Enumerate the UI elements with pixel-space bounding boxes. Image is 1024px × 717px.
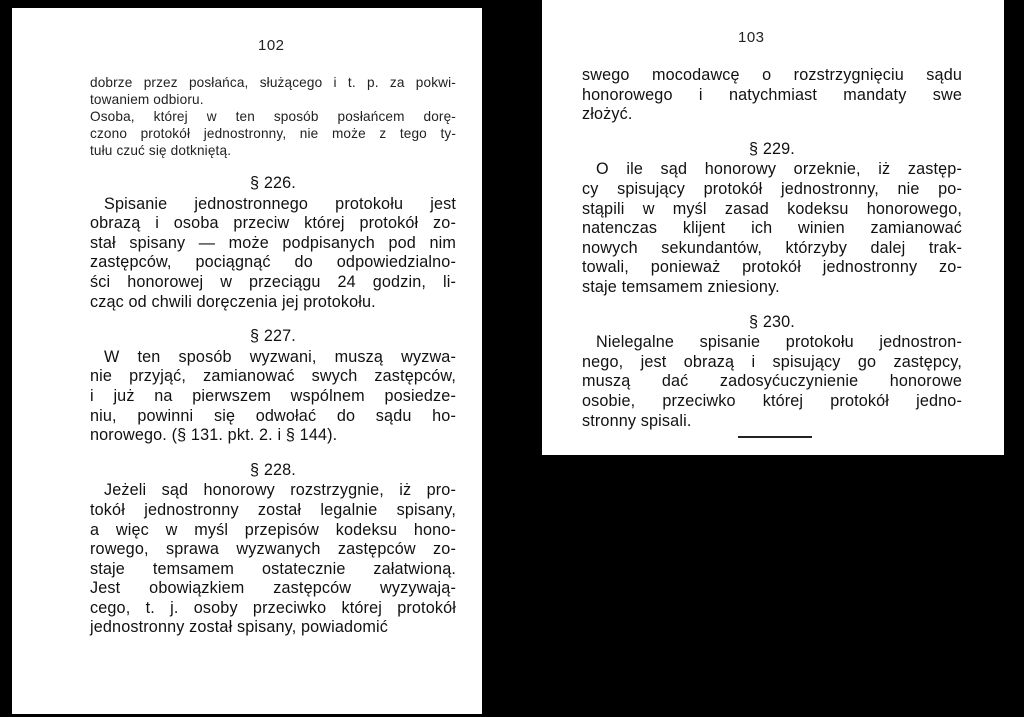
text-line: złożyć. <box>582 105 633 124</box>
text-line: osobie, przeciwko której protokół jedno- <box>582 391 962 410</box>
sections-container <box>582 140 962 431</box>
left-page <box>12 8 482 714</box>
page-number: 102 <box>258 37 285 54</box>
right-page <box>542 0 1004 455</box>
text-line: staje temsamem zniesiony. <box>582 277 780 296</box>
text-line: tułu czuć się dotkniętą. <box>90 143 232 158</box>
text-line: Nielegalne spisanie protokołu jednostron- <box>596 333 962 352</box>
text-line: towali, ponieważ protokół jednostronny zo- <box>582 258 962 277</box>
text-line: stronny spisali. <box>582 411 692 430</box>
section-heading: § 226. <box>250 174 296 192</box>
text-line: cego, t. j. osoby przeciwko której protokół <box>90 598 456 617</box>
text-line: honorowego i natychmiast mandaty swe <box>582 85 962 104</box>
text-line: towaniem odbioru. <box>90 92 204 107</box>
text-line: swego mocodawcę o rozstrzygnięciu sądu <box>582 66 962 84</box>
text-line: tokół jednostronny został legalnie spisany, <box>90 500 456 519</box>
text-line: obrazą i osoba przeciw której protokół zo- <box>90 214 456 233</box>
text-line: stąpili w myśl zasad kodeksu honorowego, <box>582 199 962 218</box>
text-line: i już na pierwszem wspólnem posiedze- <box>90 386 456 405</box>
text-line: norowego. (§ 131. pkt. 2. i § 144). <box>90 426 338 445</box>
text-line: czono protokół jednostronny, nie może z tego ty- <box>90 126 456 141</box>
section-heading: § 227. <box>250 327 296 346</box>
text-line: nie przyjąć, zamianować swych zastępców, <box>90 367 456 386</box>
right-page-text <box>582 66 962 431</box>
text-line: cy spisujący protokół jednostronny, nie po- <box>582 179 962 198</box>
text-line: nowych sekundantów, którzyby dalej trak- <box>582 238 962 257</box>
text-line: ści honorowej w przeciągu 24 godzin, li- <box>90 272 456 291</box>
page-number: 103 <box>738 29 765 46</box>
intro-paragraph <box>582 66 962 125</box>
section-heading: § 229. <box>749 139 795 158</box>
text-line: Jeżeli sąd honorowy rozstrzygnie, iż pro- <box>104 481 456 500</box>
text-line: niu, powinni się odwołać do sądu ho- <box>90 406 456 425</box>
text-line: O ile sąd honorowy orzeknie, iż zastęp- <box>596 160 962 179</box>
section-heading: § 228. <box>250 460 296 479</box>
text-line: zastępców, pociągnąć do odpowiedzialno- <box>90 253 456 272</box>
text-line: Spisanie jednostronnego protokołu jest <box>104 194 456 213</box>
text-line: W ten sposób wyzwani, muszą wyzwa- <box>104 347 456 366</box>
text-line: stał spisany — może podpisanych pod nim <box>90 233 456 252</box>
text-line: cząc od chwili doręczenia jej protokołu. <box>90 292 376 311</box>
text-line: a więc w myśl przepisów kodeksu hono- <box>90 520 456 539</box>
text-line: dobrze przez posłańca, służącego i t. p. za pokwi- <box>90 75 456 90</box>
text-line: staje temsamem ostatecznie załatwioną. <box>90 559 456 578</box>
text-line: muszą dać zadosyćuczynienie honorowe <box>582 372 962 391</box>
text-line: nego, jest obrazą i spisujący go zastępcy, <box>582 352 962 371</box>
intro-paragraph <box>90 74 456 159</box>
text-line: Jest obowiązkiem zastępców wyzywają- <box>90 579 456 598</box>
closing-rule <box>738 436 812 438</box>
text-line: rowego, sprawa wyzwanych zastępców zo- <box>90 540 456 559</box>
section-heading: § 230. <box>749 312 795 331</box>
sections-container <box>90 174 456 638</box>
text-line: natenczas klijent ich winien zamianować <box>582 219 962 238</box>
left-page-text <box>90 74 456 638</box>
text-line: jednostronny został spisany, powiadomić <box>90 618 388 637</box>
text-line: Osoba, której w ten sposób posłańcem dorę- <box>90 109 456 124</box>
